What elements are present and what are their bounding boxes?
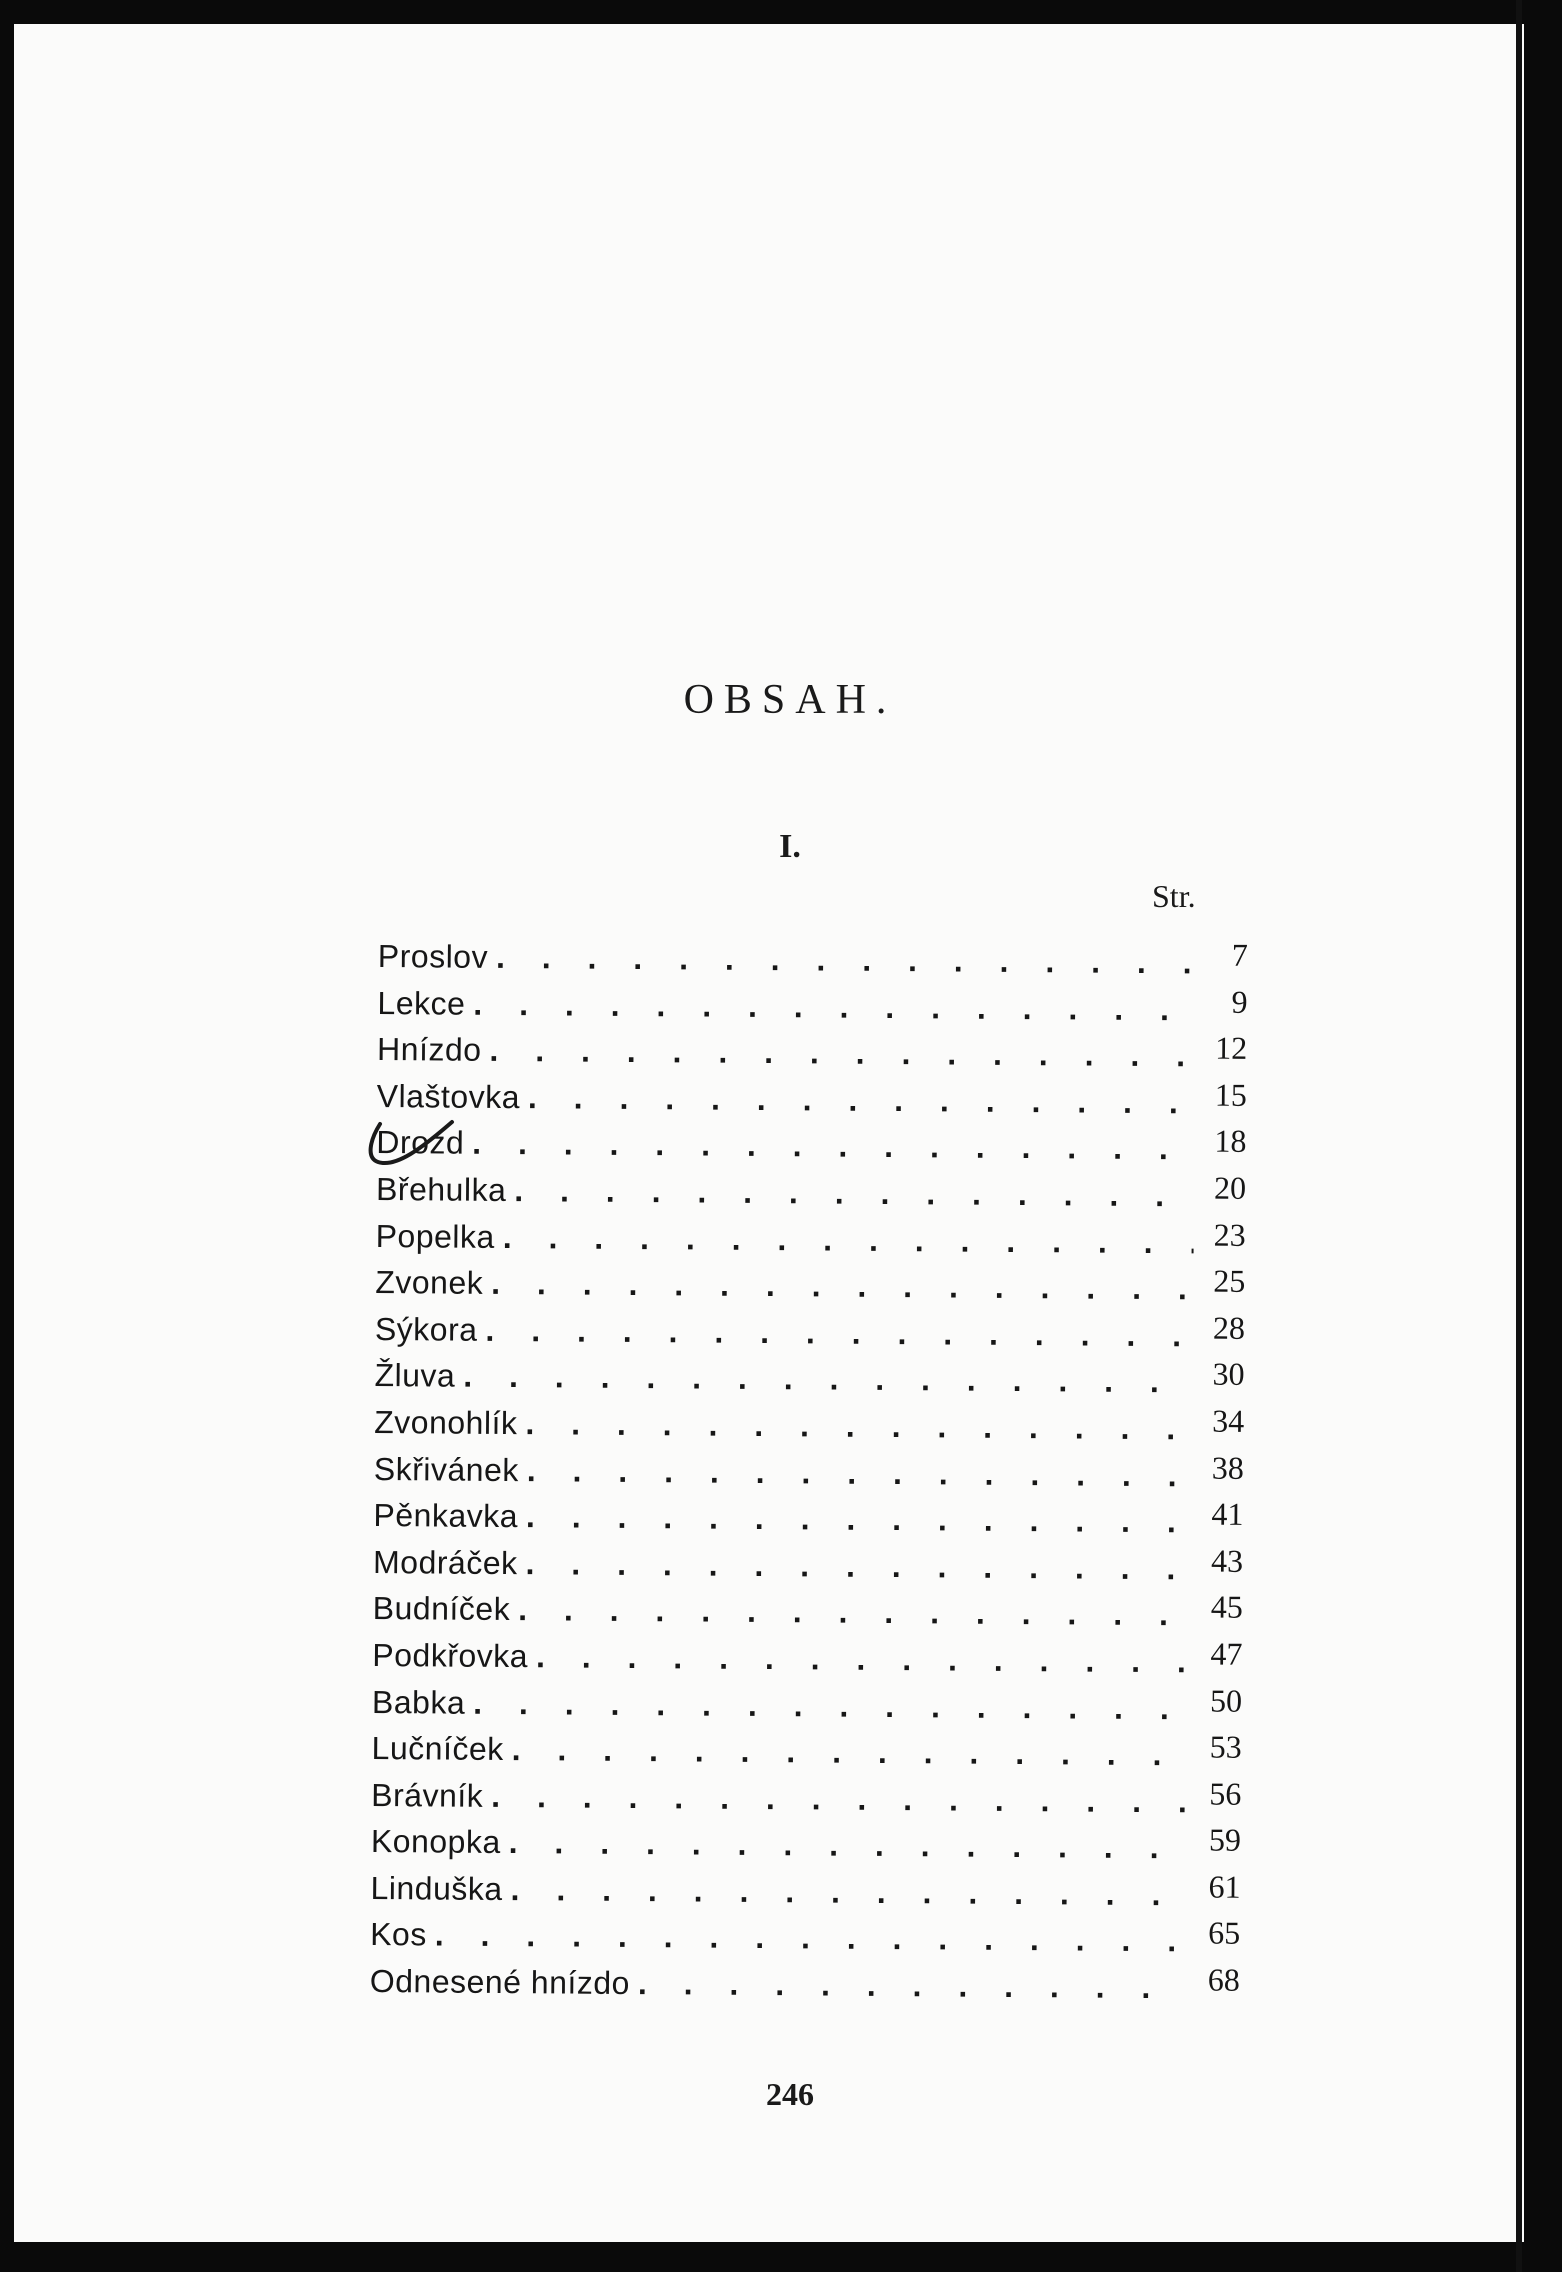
toc-entry-page: 7 [1231,936,1249,973]
toc-entry-page: 43 [1210,1542,1244,1579]
toc-entry-title: Sýkora [374,1310,478,1348]
toc-entry-page: 65 [1208,1915,1241,1952]
binding-edge [1516,0,1522,2272]
toc-entry-title: Zvonohlík [374,1403,518,1442]
page-column-label: Str. [1152,878,1196,914]
dot-leader [638,1965,1188,2006]
dot-leader [472,1125,1194,1168]
toc-entry-title: Skřivánek [373,1450,519,1488]
page-title: OBSAH. [683,677,897,723]
dot-leader [463,1358,1193,1401]
toc-entry-title: Hnízdo [376,1031,482,1069]
toc-entry-title: Vlaštovka [376,1077,521,1115]
toc-entry [370,1916,1240,1969]
toc-entry [375,1264,1245,1317]
dot-leader [473,985,1195,1028]
dot-leader [514,1172,1194,1214]
toc-entry-title: Babka [371,1683,466,1721]
toc-entry-page: 12 [1215,1029,1248,1067]
toc-entry [377,1078,1247,1131]
toc-entry-title: Modráček [372,1543,518,1581]
toc-entry [373,1497,1243,1550]
toc-entry-page: 50 [1209,1682,1243,1719]
toc-entry-title: Konopka [370,1823,501,1861]
toc-entry [376,1124,1246,1177]
dot-leader [491,1265,1193,1308]
toc-entry-page: 38 [1211,1449,1245,1486]
dot-leader [435,1917,1189,1960]
toc-entry [375,1218,1245,1271]
dot-leader [528,1079,1195,1121]
toc-entry-page: 53 [1209,1728,1242,1765]
toc-entry [378,938,1248,991]
toc-entry [376,1171,1246,1224]
dot-leader [496,939,1196,981]
toc-entry-title: Proslov [377,938,489,975]
toc-entry-page: 61 [1208,1868,1241,1905]
dot-leader [489,1032,1195,1075]
dot-leader [526,1498,1192,1540]
toc-entry [373,1544,1243,1597]
toc-entry-page: 68 [1207,1961,1240,1998]
toc-entry [372,1683,1242,1736]
dot-leader [536,1638,1191,1680]
dot-leader [525,1545,1191,1587]
toc-entry-title: Drozd [376,1124,465,1162]
toc-entry [374,1357,1244,1410]
toc-entry-page: 59 [1208,1821,1242,1859]
toc-entry-title: Brávník [371,1776,484,1814]
toc-entry-title: Zvonek [375,1264,484,1301]
toc-entry-page: 25 [1213,1262,1246,1299]
toc-entry-page: 30 [1212,1355,1245,1393]
toc-entry-title: Břehulka [375,1170,507,1208]
dot-leader [525,1405,1192,1447]
toc-entry [372,1637,1242,1690]
toc-entry-page: 20 [1213,1169,1247,1206]
toc-entry [377,985,1247,1038]
toc-entry-page: 9 [1231,983,1248,1020]
toc-entry-title: Linduška [370,1869,503,1907]
dot-leader [491,1778,1189,1820]
toc-entry-page: 45 [1210,1588,1243,1626]
toc-entry [370,1963,1240,2016]
dot-leader [509,1824,1189,1866]
toc-entry-page: 47 [1210,1635,1243,1672]
toc-entry [374,1404,1244,1457]
toc-entry [373,1590,1243,1643]
dot-leader [473,1684,1190,1727]
table-of-contents [370,938,1248,2016]
toc-entry-title: Budníček [372,1590,511,1628]
toc-entry-title: Pěnkavka [373,1497,519,1535]
dot-leader [518,1591,1191,1633]
toc-entry [377,1031,1247,1084]
toc-entry [371,1823,1241,1876]
toc-entry-title: Popelka [375,1217,495,1255]
toc-entry [371,1730,1241,1783]
toc-entry [375,1311,1245,1364]
toc-entry-page: 34 [1212,1402,1245,1439]
toc-entry-title: Kos [370,1916,427,1953]
toc-entry-title: Lekce [377,984,466,1022]
toc-entry-page: 56 [1209,1775,1242,1812]
pencil-checkmark-icon [366,1118,456,1188]
toc-entry [370,1870,1240,1923]
toc-entry-title: Žluva [374,1357,456,1394]
toc-entry [371,1777,1241,1830]
toc-entry-title: Podkřovka [372,1636,529,1675]
toc-entry-page: 15 [1214,1076,1247,1113]
page-number: 246 [766,2076,814,2112]
toc-entry-page: 41 [1211,1495,1244,1532]
dot-leader [510,1871,1188,1913]
toc-entry-page: 18 [1214,1122,1247,1160]
toc-entry-page: 23 [1213,1216,1246,1253]
toc-entry-page: 28 [1212,1309,1246,1346]
dot-leader [485,1312,1193,1355]
dot-leader [503,1219,1194,1261]
toc-entry-title: Odnesené hnízdo [369,1963,631,2002]
dot-leader [527,1452,1192,1494]
dot-leader [512,1731,1190,1773]
toc-entry-title: Lučníček [371,1730,504,1768]
toc-entry [374,1451,1244,1504]
section-heading: I. [779,828,801,865]
